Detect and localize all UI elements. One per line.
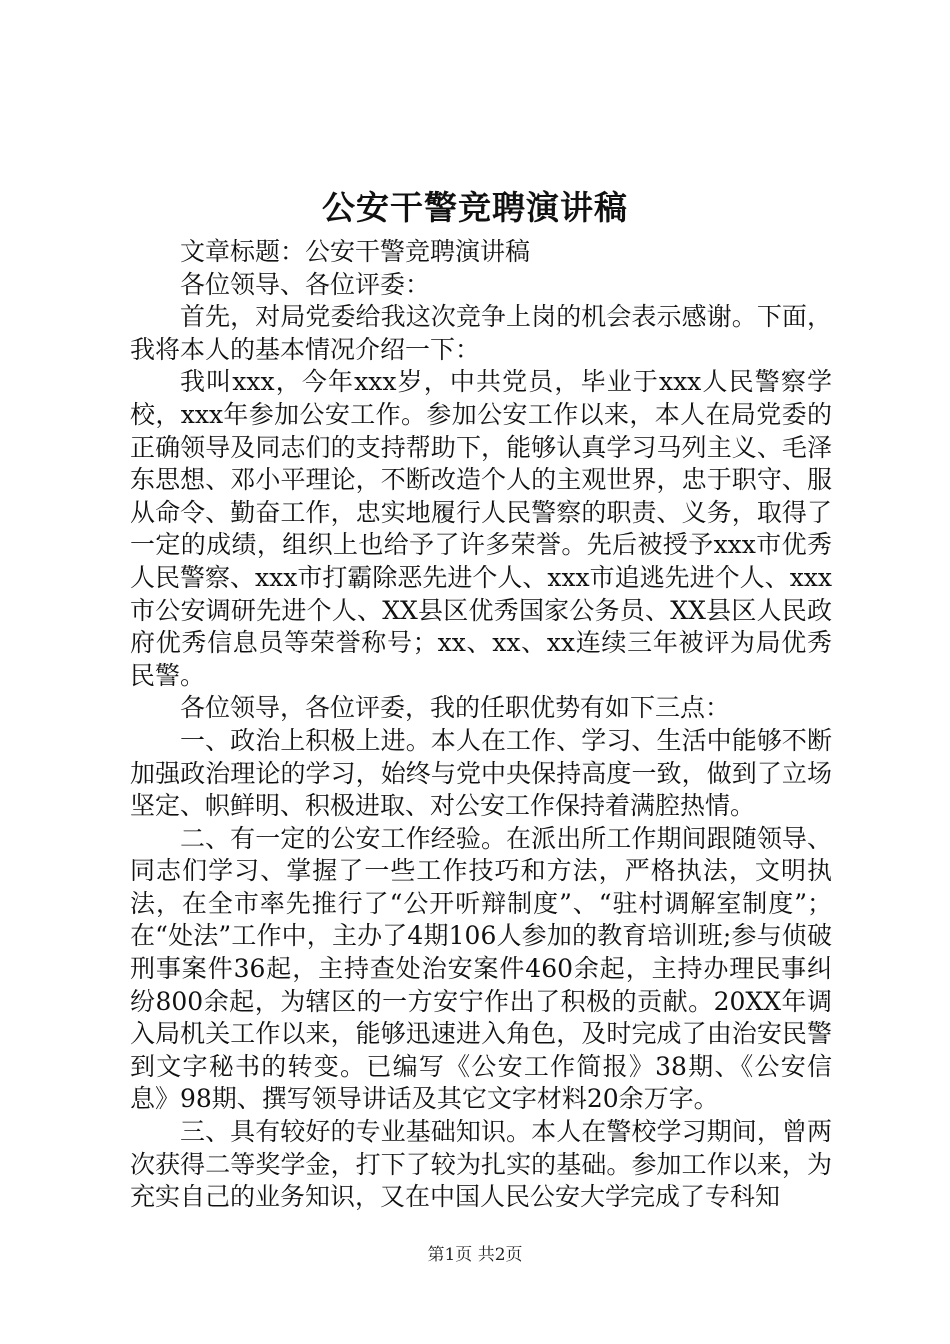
paragraph-opening: 首先，对局党委给我这次竞争上岗的机会表示感谢。下面，我将本人的基本情况介绍一下： bbox=[130, 302, 832, 364]
paragraph-advantage-experience: 二、有一定的公安工作经验。在派出所工作期间跟随领导、同志们学习、掌握了一些工作技巧和方法，严格执法，文明执法，在全市率先推行了“公开听辩制度”、“驻村调解室制度”；在“处法”工作中，主办了4期106人参加的教育培训班;参与侦破刑事案件36起，主持查处治安案件460余起，主持办理民事纠纷800余起，为辖区的一方安宁作出了积极的贡献。20XX年调入局机关工作以来，能够迅速进入角色，及时完成了由治安民警到文字秘书的转变。已编写《公安工作简报》38期、《公安信息》98期、撰写领导讲话及其它文字材料20余万字。 bbox=[130, 823, 832, 1114]
paragraph-self-introduction: 我叫xxx，今年xxx岁，中共党员，毕业于xxx人民警察学校，xxx年参加公安工作。参加公安工作以来，本人在局党委的正确领导及同志们的支持帮助下，能够认真学习马列主义、毛泽东思想、邓小平理论，不断改造个人的主观世界，忠于职守、服从命令、勤奋工作，忠实地履行人民警察的职责、义务，取得了一定的成绩，组织上也给予了许多荣誉。先后被授予xxx市优秀人民警察、xxx市打霸除恶先进个人、xxx市追逃先进个人、xxx市公安调研先进个人、XX县区优秀国家公务员、XX县区人民政府优秀信息员等荣誉称号；xx、xx、xx连续三年被评为局优秀民警。 bbox=[130, 367, 832, 690]
paragraph-article-title: 文章标题：公安干警竞聘演讲稿 bbox=[180, 237, 531, 266]
document-title: 公安干警竞聘演讲稿 bbox=[322, 188, 628, 227]
page-number-footer: 第1页 共2页 bbox=[427, 1245, 523, 1265]
paragraph-advantages-intro: 各位领导，各位评委，我的任职优势有如下三点： bbox=[180, 693, 731, 723]
paragraph-salutation: 各位领导、各位评委： bbox=[180, 269, 431, 299]
paragraph-advantage-knowledge: 三、具有较好的专业基础知识。本人在警校学习期间，曾两次获得二等奖学金，打下了较为扎实的基础。参加工作以来，为充实自己的业务知识，又在中国人民公安大学完成了专科知 bbox=[130, 1117, 832, 1212]
document-body bbox=[130, 236, 832, 1214]
paragraph-advantage-political: 一、政治上积极上进。本人在工作、学习、生活中能够不断加强政治理论的学习，始终与党中央保持高度一致，做到了立场坚定、帜鲜明、积极进取、对公安工作保持着满腔热情。 bbox=[130, 725, 832, 821]
